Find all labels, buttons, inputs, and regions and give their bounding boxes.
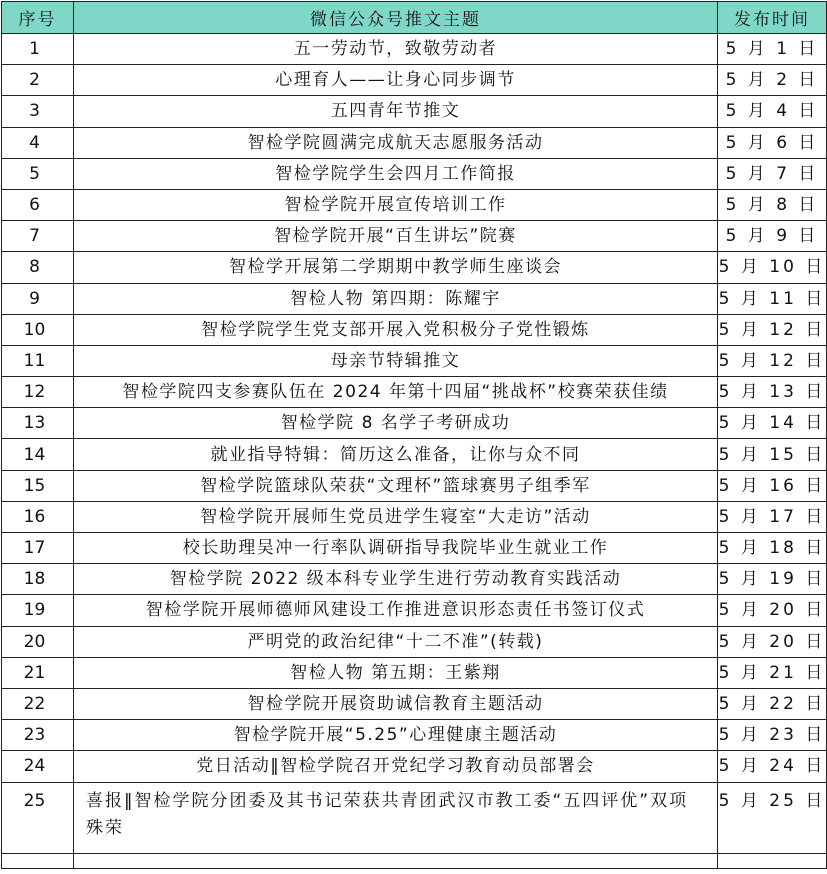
row-number: 10 [2, 314, 74, 345]
row-date: 5 月 10 日 [718, 252, 827, 283]
row-date: 5 月 2 日 [718, 65, 827, 96]
row-title: 智检学院 8 名学子考研成功 [74, 408, 718, 439]
row-date: 5 月 22 日 [718, 688, 827, 719]
table-row [2, 470, 827, 501]
row-number: 8 [2, 252, 74, 283]
row-date: 5 月 18 日 [718, 533, 827, 564]
row-date: 5 月 20 日 [718, 595, 827, 626]
row-number: 3 [2, 96, 74, 127]
row-number: 13 [2, 408, 74, 439]
row-number: 9 [2, 283, 74, 314]
row-date: 5 月 8 日 [718, 189, 827, 220]
row-number: 11 [2, 345, 74, 376]
row-number: 24 [2, 751, 74, 782]
table-row [2, 127, 827, 158]
row-number: 15 [2, 470, 74, 501]
row-number: 4 [2, 127, 74, 158]
row-title: 党日活动‖智检学院召开党纪学习教育动员部署会 [74, 751, 718, 782]
row-title: 智检人物 第五期：王紫翔 [74, 657, 718, 688]
row-date: 5 月 13 日 [718, 377, 827, 408]
row-title: 智检人物 第四期：陈耀宇 [74, 283, 718, 314]
row-date: 5 月 25 日 [718, 782, 827, 853]
row-number: 7 [2, 221, 74, 252]
row-number: 19 [2, 595, 74, 626]
row-title: 校长助理吴冲一行率队调研指导我院毕业生就业工作 [74, 533, 718, 564]
row-number: 16 [2, 501, 74, 532]
empty-cell [74, 853, 718, 868]
row-title: 智检学院圆满完成航天志愿服务活动 [74, 127, 718, 158]
table-row [2, 252, 827, 283]
table-row [2, 688, 827, 719]
row-number: 21 [2, 657, 74, 688]
header-date: 发布时间 [718, 2, 827, 34]
table-row [2, 65, 827, 96]
row-date: 5 月 20 日 [718, 626, 827, 657]
header-title: 微信公众号推文主题 [74, 2, 718, 34]
table-row [2, 34, 827, 65]
row-date: 5 月 23 日 [718, 720, 827, 751]
row-date: 5 月 12 日 [718, 345, 827, 376]
table-row [2, 408, 827, 439]
articles-table [1, 1, 827, 869]
table-row [2, 158, 827, 189]
table-row [2, 720, 827, 751]
table-row [2, 283, 827, 314]
row-title: 喜报‖智检学院分团委及其书记荣获共青团武汉市教工委“五四评优”双项殊荣 [74, 782, 718, 853]
row-date: 5 月 19 日 [718, 564, 827, 595]
row-number: 6 [2, 189, 74, 220]
empty-cell [718, 853, 827, 868]
row-number: 5 [2, 158, 74, 189]
table-row [2, 189, 827, 220]
row-number: 1 [2, 34, 74, 65]
table-row [2, 657, 827, 688]
row-title: 严明党的政治纪律“十二不准”(转载) [74, 626, 718, 657]
row-date: 5 月 9 日 [718, 221, 827, 252]
row-date: 5 月 17 日 [718, 501, 827, 532]
row-title: 心理育人——让身心同步调节 [74, 65, 718, 96]
row-date: 5 月 4 日 [718, 96, 827, 127]
row-title: 智检学院开展资助诚信教育主题活动 [74, 688, 718, 719]
row-date: 5 月 7 日 [718, 158, 827, 189]
row-title: 智检学院开展宣传培训工作 [74, 189, 718, 220]
row-title: 智检学院开展师德师风建设工作推进意识形态责任书签订仪式 [74, 595, 718, 626]
row-date: 5 月 15 日 [718, 439, 827, 470]
table-row [2, 564, 827, 595]
row-title: 智检学院开展师生党员进学生寝室“大走访”活动 [74, 501, 718, 532]
header-no: 序号 [2, 2, 74, 34]
row-title: 智检学院篮球队荣获“文理杯”篮球赛男子组季军 [74, 470, 718, 501]
row-number: 14 [2, 439, 74, 470]
empty-cell [2, 853, 74, 868]
row-number: 17 [2, 533, 74, 564]
header-row [2, 2, 827, 34]
row-date: 5 月 11 日 [718, 283, 827, 314]
row-date: 5 月 24 日 [718, 751, 827, 782]
table-row [2, 221, 827, 252]
table-row [2, 96, 827, 127]
row-number: 2 [2, 65, 74, 96]
row-date: 5 月 16 日 [718, 470, 827, 501]
row-number: 12 [2, 377, 74, 408]
row-date: 5 月 6 日 [718, 127, 827, 158]
table-row [2, 377, 827, 408]
table-row [2, 345, 827, 376]
empty-row [2, 853, 827, 868]
row-number: 23 [2, 720, 74, 751]
row-title: 智检学院四支参赛队伍在 2024 年第十四届“挑战杯”校赛荣获佳绩 [74, 377, 718, 408]
row-number: 22 [2, 688, 74, 719]
table-row [2, 626, 827, 657]
row-title: 智检学院学生党支部开展入党积极分子党性锻炼 [74, 314, 718, 345]
row-title: 五四青年节推文 [74, 96, 718, 127]
row-title: 就业指导特辑：简历这么准备，让你与众不同 [74, 439, 718, 470]
row-title: 智检学院开展“5.25”心理健康主题活动 [74, 720, 718, 751]
table-row [2, 782, 827, 853]
row-date: 5 月 12 日 [718, 314, 827, 345]
table-row [2, 501, 827, 532]
row-number: 18 [2, 564, 74, 595]
row-title: 智检学开展第二学期期中教学师生座谈会 [74, 252, 718, 283]
table-row [2, 595, 827, 626]
row-title: 智检学院 2022 级本科专业学生进行劳动教育实践活动 [74, 564, 718, 595]
row-number: 20 [2, 626, 74, 657]
row-title: 智检学院开展“百生讲坛”院赛 [74, 221, 718, 252]
row-date: 5 月 21 日 [718, 657, 827, 688]
table-row [2, 751, 827, 782]
row-title: 五一劳动节，致敬劳动者 [74, 34, 718, 65]
row-title: 母亲节特辑推文 [74, 345, 718, 376]
row-number: 25 [2, 782, 74, 853]
row-title: 智检学院学生会四月工作简报 [74, 158, 718, 189]
row-date: 5 月 14 日 [718, 408, 827, 439]
table-row [2, 314, 827, 345]
row-date: 5 月 1 日 [718, 34, 827, 65]
table-row [2, 439, 827, 470]
table-row [2, 533, 827, 564]
